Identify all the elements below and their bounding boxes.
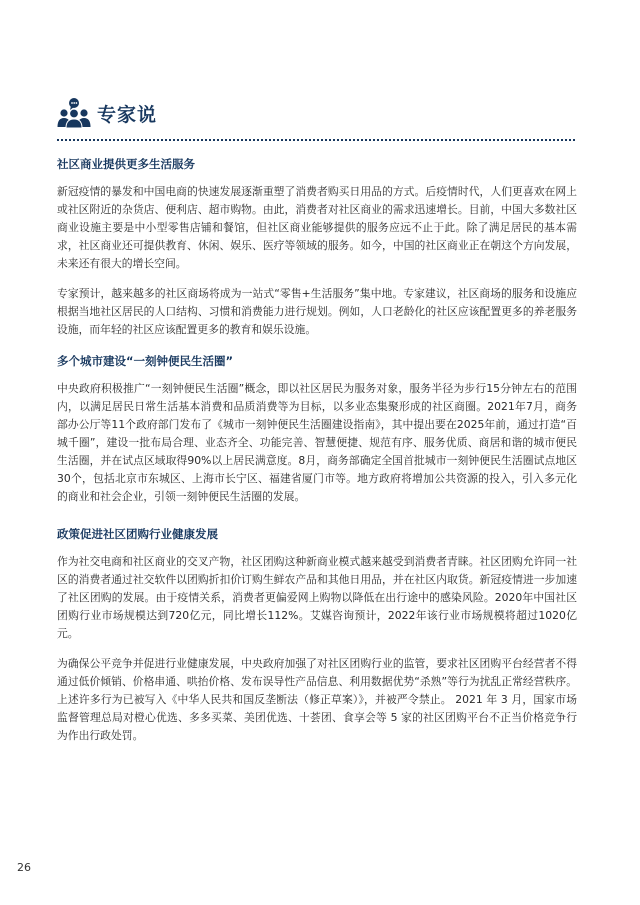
section-heading: 社区商业提供更多生活服务: [57, 157, 195, 171]
page-title: 专家说: [97, 103, 158, 126]
section-fifteen-minute-circle: [57, 351, 577, 506]
section-group-buying-policy: [57, 524, 577, 745]
paragraph: 为确保公平竞争并促进行业健康发展，中央政府加强了对社区团购行业的监管，要求社区团购平台经营者不得通过低价倾销、价格串通、哄抬价格、发布误导性产品信息、利用数据优势“杀熟”等行为扰乱正常经营秩序。上述许多行为已被写入《中华人民共和国反垄断法（修正草案）》，并被严令禁止。 2021 年 3 月，国家市场监督管理总局对橙心优选、多多买菜、美团优选、十荟团、食享会等 5 家的社区团购平台不正当价格竞争行为作出行政处罚。: [57, 657, 577, 742]
article-body: [57, 154, 577, 757]
people-discussion-icon: [57, 97, 91, 129]
section-community-commerce: [57, 154, 577, 339]
paragraph: 新冠疫情的暴发和中国电商的快速发展逐渐重塑了消费者购买日用品的方式。后疫情时代，人们更喜欢在网上或社区附近的杂货店、便利店、超市购物。由此，消费者对社区商业的需求迅速增长。目前，中国大多数社区商业设施主要是中小型零售店铺和餐馆，但社区商业能够提供的服务应远不止于此。除了满足居民的基本需求，社区商业还可提供教育、休闲、娱乐、医疗等领域的服务。如今，中国的社区商业正在朝这个方向发展，未来还有很大的增长空间。: [57, 185, 577, 270]
paragraph: 中央政府积极推广“一刻钟便民生活圈”概念，即以社区居民为服务对象，服务半径为步行15分钟左右的范围内，以满足居民日常生活基本消费和品质消费等为目标，以多业态集聚形成的社区商圈。2021年7月，商务部办公厅等11个政府部门发布了《城市一刻钟便民生活圈建设指南》，其中提出要在2025年前，通过打造“百城千圈”，建设一批布局合理、业态齐全、功能完善、智慧便捷、规范有序、服务优质、商居和谐的城市便民生活圈，并在试点区域取得90%以上居民满意度。8月，商务部确定全国首批城市一刻钟便民生活圈试点地区30个，包括北京市东城区、上海市长宁区、福建省厦门市等。地方政府将增加公共资源的投入，引入多元化的商业和社会企业，引领一刻钟便民生活圈的发展。: [57, 382, 577, 503]
paragraph: 专家预计，越来越多的社区商场将成为一站式“零售+生活服务”集中地。专家建议，社区商场的服务和设施应根据当地社区居民的人口结构、习惯和消费能力进行规划。例如，人口老龄化的社区应该配置更多的养老服务设施，而年轻的社区应该配置更多的教育和娱乐设施。: [57, 287, 577, 336]
section-heading: 政策促进社区团购行业健康发展: [57, 527, 218, 541]
section-heading: 多个城市建设“一刻钟便民生活圈”: [57, 354, 234, 368]
header-divider: [57, 139, 575, 141]
section-header: [57, 93, 157, 133]
paragraph: 作为社交电商和社区商业的交叉产物，社区团购这种新商业模式越来越受到消费者青睐。社区团购允许同一社区的消费者通过社交软件以团购折扣价订购生鲜农产品和其他日用品，并在社区内取货。新冠疫情进一步加速了社区团购的发展。由于疫情关系，消费者更偏爱网上购物以降低在出行途中的感染风险。2020年中国社区团购行业市场规模达到720亿元，同比增长112%。艾媒咨询预计，2022年该行业市场规模将超过1020亿元。: [57, 555, 577, 640]
page-number: 26: [17, 861, 31, 874]
